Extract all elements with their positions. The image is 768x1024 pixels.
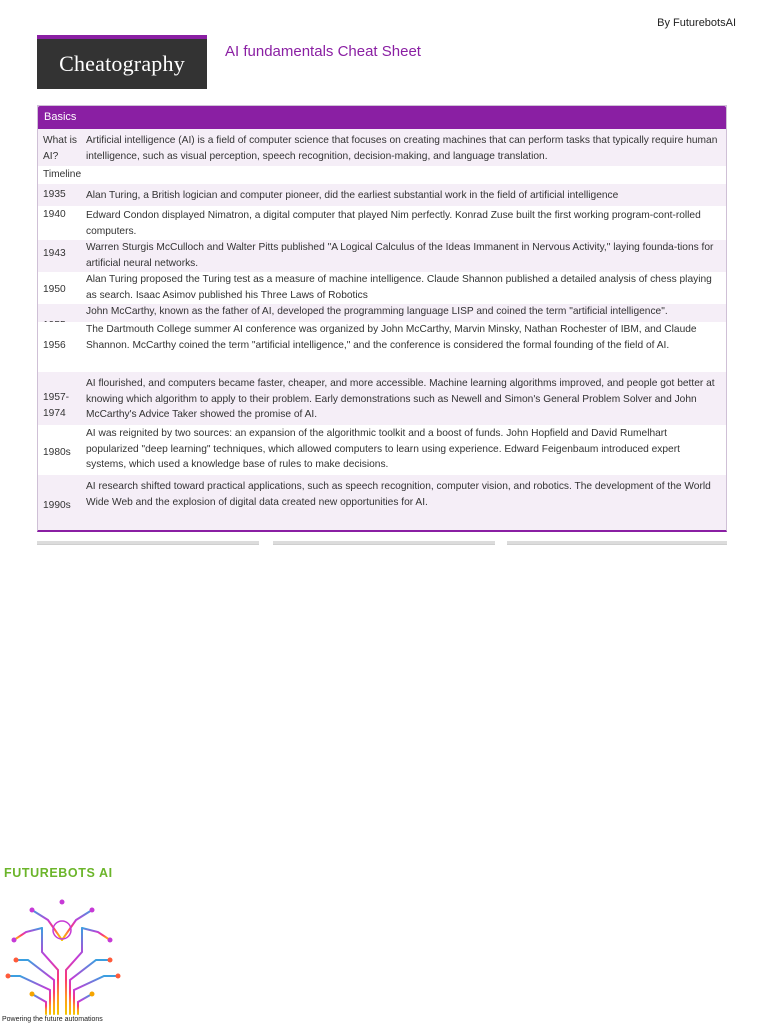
- row-label: What is AI?: [43, 135, 77, 162]
- row-text: John McCarthy, known as the father of AI, developed the programming language LISP and coined the term "artificial intelligence".: [86, 306, 668, 317]
- row-text: Alan Turing proposed the Turing test as a measure of machine intelligence. Claude Shannon published a detailed analysis of chess playing as search. Isaac Asimov published his Three Laws of Robotics: [86, 274, 712, 301]
- row-text: AI flourished, and computers became faster, cheaper, and more accessible. Machine learning algorithms improved, and people got better at knowing which algorithm to apply to their problem. Early demonstrations such as Newell and Simon's General Problem Solver and John McCarthy's Advice Taker showed the promise of AI.: [86, 378, 715, 420]
- row-text: Edward Condon displayed Nimatron, a digital computer that played Nim perfectly. Konrad Zuse built the first working program-cont-rolled computers.: [86, 210, 701, 237]
- row-text: Alan Turing, a British logician and computer pioneer, did the earliest substantial work in the field of artificial intelligence: [86, 190, 619, 201]
- basics-panel: [37, 105, 727, 532]
- row-1980s: [38, 425, 726, 475]
- row-text: The Dartmouth College summer AI conference was organized by John McCarthy, Marvin Minsky, Nathan Rochester of IBM, and Claude Shannon. McCarthy coined the term "artificial intelligence," and the conference is considered the formal founding of the field of AI.: [86, 324, 697, 351]
- row-text: Artificial intelligence (AI) is a field of computer science that focuses on creating machines that can perform tasks that typically require human intelligence, such as visual perception, speech recognition, decision-making, and language translation.: [86, 135, 718, 162]
- row-label: 1957-1974: [43, 392, 70, 419]
- logo-text: Cheatography: [59, 51, 185, 76]
- row-label: Timeline: [43, 169, 82, 180]
- row-label: 1940: [43, 209, 66, 220]
- byline: By FuturebotsAI: [657, 17, 736, 29]
- column-divider: [273, 541, 495, 545]
- row-1943: [38, 240, 726, 272]
- row-what-is-ai: [38, 132, 726, 168]
- row-label: 1980s: [43, 447, 71, 458]
- column-divider: [37, 541, 259, 545]
- panel-heading: Basics: [38, 106, 726, 129]
- sheet-title: AI fundamentals Cheat Sheet: [225, 43, 421, 60]
- brand-tagline: Powering the future automations: [2, 1016, 103, 1023]
- row-1957-1974: [38, 374, 726, 424]
- row-1935: [38, 187, 726, 205]
- row-1955: [38, 304, 726, 322]
- row-label: 1990s: [43, 500, 71, 511]
- row-label: 1943: [43, 248, 66, 259]
- row-timeline: [38, 166, 726, 184]
- row-1950: [38, 272, 726, 304]
- row-1940: [38, 206, 726, 240]
- futurebots-brand-logo: [2, 866, 132, 1024]
- column-divider: [507, 541, 727, 545]
- row-text: AI research shifted toward practical applications, such as speech recognition, computer vision, and robotics. The development of the World Wide Web and the explosion of digital data created new opportunities for AI.: [86, 481, 711, 508]
- row-label: 1956: [43, 340, 66, 351]
- cheatography-logo[interactable]: [37, 35, 207, 89]
- brand-name: FUTUREBOTS AI: [4, 866, 113, 880]
- row-label: 1935: [43, 189, 66, 200]
- row-label: 1950: [43, 284, 66, 295]
- column-dividers: [37, 541, 727, 545]
- row-1956: [38, 322, 726, 372]
- row-text: AI was reignited by two sources: an expansion of the algorithmic toolkit and a boost of funds. John Hopfield and David Rumelhart popularized "deep learning" techniques, which allowed computers to learn using experience. Edward Feigenbaum introduced expert systems, which used a knowledge base of rules to make decisions.: [86, 428, 680, 470]
- row-text: Warren Sturgis McCulloch and Walter Pitts published "A Logical Calculus of the Ideas Immanent in Nervous Activity," laying founda-tions for artificial neural networks.: [86, 242, 714, 269]
- circuit-tree-icon: [2, 880, 126, 1016]
- row-1990s: [38, 477, 726, 529]
